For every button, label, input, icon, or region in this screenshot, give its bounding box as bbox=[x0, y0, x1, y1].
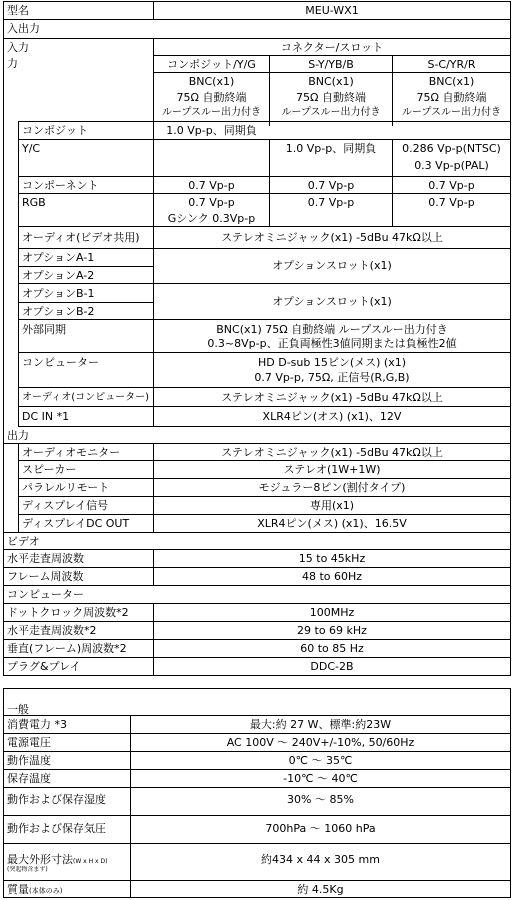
row-audio-video: オーディオ(ビデオ共用) bbox=[22, 231, 140, 244]
row-speaker: スピーカー bbox=[22, 463, 77, 476]
col-composite-header: コンポジット/Y/G bbox=[167, 58, 256, 71]
row-ext-sync: 外部同期 bbox=[22, 323, 66, 336]
val-yc-c2: 0.3 Vp-p(PAL) bbox=[414, 159, 489, 172]
row-dimensions-unit: (W x H x D) bbox=[73, 858, 108, 865]
bnc-sc: BNC(x1) bbox=[428, 75, 475, 88]
row-humidity: 動作および保存湿度 bbox=[7, 793, 106, 806]
model-value: MEU-WX1 bbox=[305, 4, 359, 17]
val-power: 最大:約 27 W、標準:約23W bbox=[249, 718, 392, 731]
val-parallel: モジュラー8ピン(割付タイプ) bbox=[258, 481, 406, 494]
val-rgb-2: 0.7 Vp-p bbox=[307, 196, 355, 209]
row-voltage: 電源電圧 bbox=[7, 736, 51, 749]
val-ext-sync-2: 0.3~8Vp-p、正負両極性3値同期または負極性2値 bbox=[207, 337, 457, 350]
row-rgb: RGB bbox=[22, 196, 46, 209]
val-composite: 1.0 Vp-p、同期負 bbox=[166, 124, 257, 137]
row-option-a1: オプションA-1 bbox=[22, 251, 95, 264]
val-option-b: オプションスロット(x1) bbox=[272, 295, 392, 308]
val-yc-y: 1.0 Vp-p、同期負 bbox=[285, 142, 377, 155]
row-mass-label: 質量 bbox=[7, 883, 29, 896]
input-heading-wrap: 力 bbox=[7, 57, 18, 70]
row-op-temp: 動作温度 bbox=[7, 754, 51, 767]
term-sc: 75Ω 自動終端 bbox=[416, 91, 487, 104]
val-frame: 48 to 60Hz bbox=[301, 570, 363, 583]
val-humidity: 30% 〜 85% bbox=[287, 793, 354, 806]
input-heading: 入力 bbox=[7, 41, 29, 54]
val-op-temp: 0℃ 〜 35℃ bbox=[288, 754, 353, 767]
loop-sc: ループスルー出力付き bbox=[401, 107, 502, 118]
general-heading: 一般 bbox=[7, 703, 29, 716]
val-computer-2: 0.7 Vp-p, 75Ω, 正信号(R,G,B) bbox=[254, 371, 410, 384]
row-plug-and-play: プラグ&プレイ bbox=[7, 660, 81, 673]
video-heading: ビデオ bbox=[7, 535, 40, 548]
row-parallel: パラレルリモート bbox=[22, 481, 110, 494]
val-rgb-1: 0.7 Vp-p bbox=[188, 196, 235, 209]
loop-composite: ループスルー出力付き bbox=[161, 107, 262, 118]
term-composite: 75Ω 自動終端 bbox=[176, 91, 247, 104]
connector-slot-header: コネクター/スロット bbox=[280, 41, 384, 54]
val-display-signal: 専用(x1) bbox=[309, 499, 355, 512]
val-vfreq: 60 to 85 Hz bbox=[300, 642, 364, 655]
row-storage-temp: 保存温度 bbox=[7, 772, 51, 785]
val-component-1: 0.7 Vp-p bbox=[188, 179, 235, 192]
col-sy-header: S-Y/YB/B bbox=[308, 58, 354, 71]
output-heading: 出力 bbox=[7, 429, 29, 442]
row-yc: Y/C bbox=[22, 142, 41, 155]
val-voltage: AC 100V 〜 240V+/-10%, 50/60Hz bbox=[226, 736, 415, 749]
row-pressure: 動作および保存気圧 bbox=[7, 822, 106, 835]
row-composite: コンポジット bbox=[22, 124, 88, 137]
val-yc-c1: 0.286 Vp-p(NTSC) bbox=[402, 142, 501, 155]
row-vfreq: 垂直(フレーム)周波数*2 bbox=[7, 642, 127, 655]
val-rgb-gsync: Gシンク 0.3Vp-p bbox=[167, 212, 256, 225]
term-sy: 75Ω 自動終端 bbox=[296, 91, 366, 104]
bnc-sy: BNC(x1) bbox=[308, 75, 354, 88]
val-audio-computer: ステレオミニジャック(x1) -5dBu 47kΩ以上 bbox=[221, 391, 443, 404]
row-mass bbox=[4, 883, 130, 898]
val-hfreq: 15 to 45kHz bbox=[298, 552, 366, 565]
val-audio-monitor: ステレオミニジャック(x1) -5dBu 47kΩ以上 bbox=[221, 446, 443, 459]
row-dotclock: ドットクロック周波数*2 bbox=[7, 606, 129, 619]
row-computer: コンピューター bbox=[22, 356, 99, 369]
val-mass: 約 4.5Kg bbox=[297, 883, 344, 896]
val-pressure: 700hPa 〜 1060 hPa bbox=[265, 822, 376, 835]
val-rgb-3: 0.7 Vp-p bbox=[428, 196, 475, 209]
val-dc-in: XLR4ピン(オス) (x1)、12V bbox=[262, 410, 402, 423]
row-frame: フレーム周波数 bbox=[7, 570, 84, 583]
bnc-composite: BNC(x1) bbox=[188, 75, 235, 88]
row-power: 消費電力 *3 bbox=[7, 718, 67, 731]
row-mass-note: (本体のみ) bbox=[29, 887, 63, 895]
row-option-b2: オプションB-2 bbox=[22, 305, 95, 318]
val-ext-sync-1: BNC(x1) 75Ω 自動終端 ループスルー出力付き bbox=[216, 323, 448, 336]
val-plug-and-play: DDC-2B bbox=[310, 660, 354, 673]
row-dimensions-note: (突起物含まず) bbox=[7, 866, 48, 873]
val-component-2: 0.7 Vp-p bbox=[307, 179, 355, 192]
row-component: コンポーネント bbox=[22, 179, 99, 192]
row-audio-computer: オーディオ(コンピューター) bbox=[22, 392, 150, 403]
row-display-dc-out: ディスプレイDC OUT bbox=[22, 517, 130, 530]
val-display-dc-out: XLR4ピン(メス) (x1)、16.5V bbox=[257, 517, 407, 530]
val-component-3: 0.7 Vp-p bbox=[428, 179, 475, 192]
io-heading: 入出力 bbox=[7, 22, 40, 35]
row-audio-monitor: オーディオモニター bbox=[22, 446, 121, 459]
val-speaker: ステレオ(1W+1W) bbox=[283, 463, 381, 476]
val-hfreq2: 29 to 69 kHz bbox=[297, 624, 367, 637]
row-display-signal: ディスプレイ信号 bbox=[22, 499, 109, 512]
val-dimensions: 約434 x 44 x 305 mm bbox=[261, 853, 380, 866]
val-computer-1: HD D-sub 15ピン(メス) (x1) bbox=[257, 356, 407, 369]
loop-sy: ループスルー出力付き bbox=[281, 107, 381, 118]
row-option-a2: オプションA-2 bbox=[22, 269, 95, 282]
val-dotclock: 100MHz bbox=[309, 606, 355, 619]
row-dc-in: DC IN *1 bbox=[22, 410, 70, 423]
val-audio-video: ステレオミニジャック(x1) -5dBu 47kΩ以上 bbox=[221, 231, 443, 244]
row-dimensions-label: 最大外形寸法 bbox=[7, 853, 73, 866]
val-option-a: オプションスロット(x1) bbox=[272, 259, 392, 272]
col-sc-header: S-C/YR/R bbox=[427, 58, 476, 71]
row-hfreq2: 水平走査周波数*2 bbox=[7, 624, 97, 637]
row-option-b1: オプションB-1 bbox=[22, 287, 95, 300]
row-hfreq: 水平走査周波数 bbox=[7, 552, 84, 565]
computer-heading: コンピューター bbox=[7, 588, 84, 601]
model-label: 型名 bbox=[7, 4, 29, 17]
val-storage-temp: -10℃ 〜 40℃ bbox=[283, 772, 358, 785]
